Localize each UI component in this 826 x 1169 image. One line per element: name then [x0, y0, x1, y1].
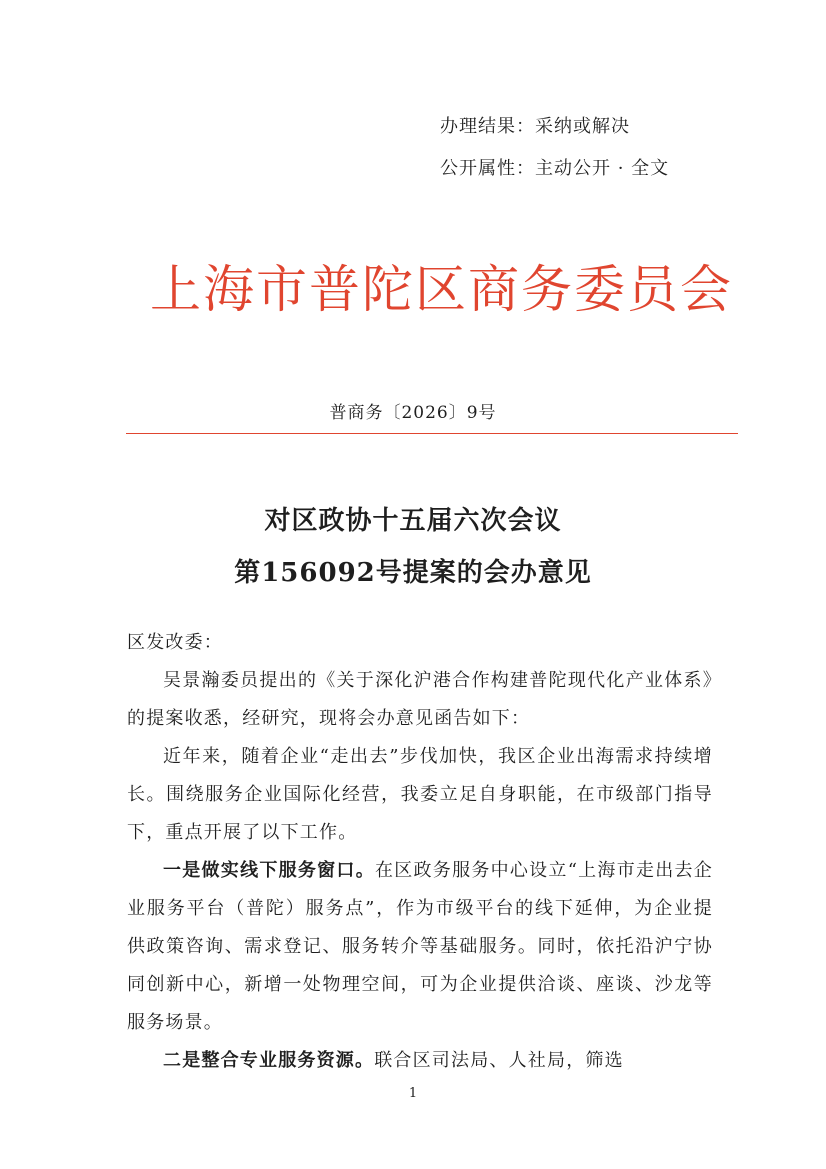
document-number: 普商务〔2026〕9号: [329, 403, 497, 423]
paragraph-4-heading: 二是整合专业服务资源。: [163, 1050, 375, 1071]
handling-result-value: 采纳或解决: [535, 116, 630, 137]
paragraph-4: [127, 1042, 713, 1080]
disclosure-attribute: [440, 154, 669, 180]
paragraph-1: 吴景瀚委员提出的《关于深化沪港合作构建普陀现代化产业体系》的提案收悉，经研究，现将会办意见函告如下：: [127, 670, 713, 729]
paragraph-2: 近年来，随着企业“走出去”步伐加快，我区企业出海需求持续增长。围绕服务企业国际化经营，我委立足自身职能，在市级部门指导下，重点开展了以下工作。: [127, 746, 713, 843]
issuing-organization: 上海市普陀区商务委员会: [150, 261, 734, 320]
document-title-line-2: 第156092号提案的会办意见: [234, 558, 592, 588]
paragraph-3: [127, 852, 713, 1042]
salutation: 区发改委：: [127, 632, 223, 653]
disclosure-label: 公开属性：: [440, 158, 535, 179]
red-divider: [126, 433, 738, 434]
disclosure-value: 主动公开 · 全文: [535, 158, 670, 179]
paragraph-4-text: 联合区司法局、人社局，筛选: [374, 1050, 624, 1071]
handling-result-label: 办理结果：: [440, 116, 535, 137]
document-body: [127, 624, 713, 1080]
page-number: 1: [408, 1086, 418, 1101]
paragraph-3-text: 在区政务服务中心设立“上海市走出去企业服务平台（普陀）服务点”，作为市级平台的线下延伸，为企业提供政策咨询、需求登记、服务转介等基础服务。同时，依托沿沪宁协同创新中心，新增一处物理空间，可为企业提供洽谈、座谈、沙龙等服务场景。: [127, 860, 713, 1033]
document-title-line-1: 对区政协十五届六次会议: [264, 506, 562, 536]
paragraph-3-heading: 一是做实线下服务窗口。: [163, 860, 375, 881]
handling-result: [440, 112, 630, 138]
